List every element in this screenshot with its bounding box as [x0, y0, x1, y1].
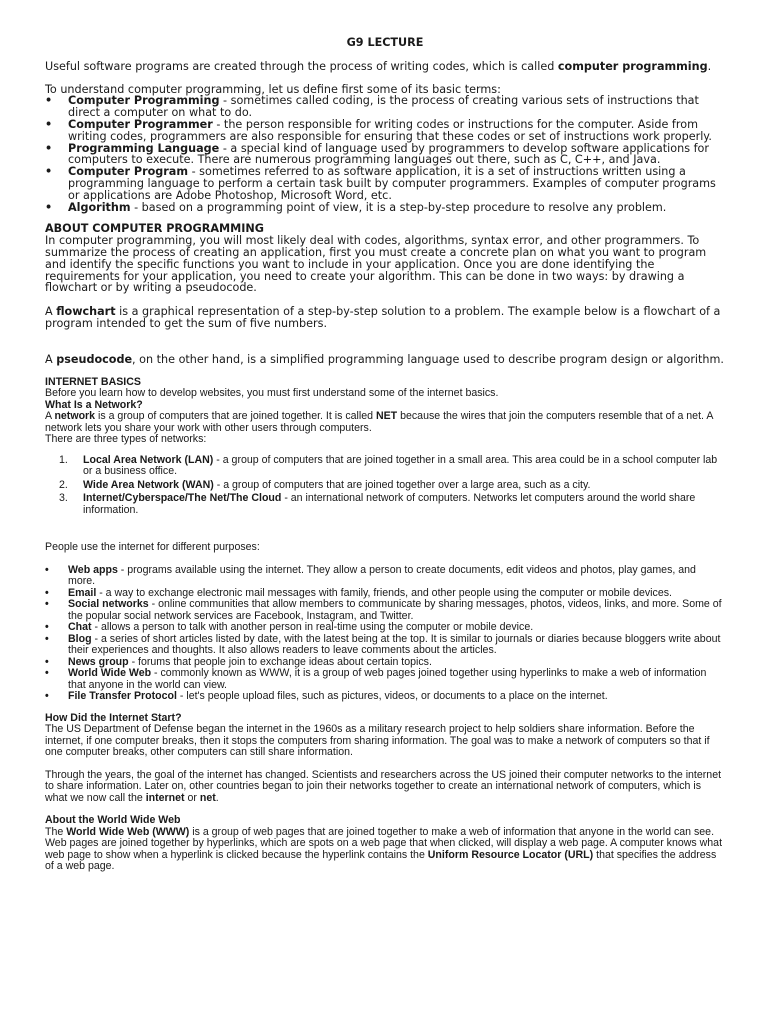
- list-item: • File Transfer Protocol - let's people upload files, such as pictures, videos, or documents to a place on the internet.: [45, 691, 725, 703]
- start-paragraph-2: Through the years, the goal of the internet has changed. Scientists and researchers across the US joined their computer networks to the internet to share information. Later on, other countries began to join their networks together to create an international network of computers, which is what we now call the internet or net.: [45, 768, 722, 804]
- start-paragraph-1: The US Department of Defense began the internet in the 1960s as a military research project to help soldiers share information. Before the internet, if one computer breaks, then it stops the computers from sharing information. The goal was to make a network of computers so that if one computer breaks, other computers can still share information.: [45, 723, 710, 759]
- network-heading: What Is a Network?: [45, 398, 143, 411]
- list-item: • Blog - a series of short articles listed by date, with the latest being at the top. It is similar to journals or diaries because bloggers write about their experiences and thoughts. It also allows readers to leave comments about the articles.: [45, 634, 725, 657]
- www-heading: About the World Wide Web: [45, 814, 181, 827]
- internet-intro: Before you learn how to develop websites, you must first understand some of the internet basics.: [45, 387, 499, 400]
- list-item: • World Wide Web - commonly known as WWW, it is a group of web pages joined together using hyperlinks to make a web of information that anyone in the world can view.: [45, 668, 725, 691]
- network-definition: A network is a group of computers that are joined together. It is called NET because the wires that join the computers resemble that of a net. A network lets you share your work with other users through computers.: [45, 410, 713, 434]
- network-types-list: [45, 455, 725, 517]
- page-title: G9 LECTURE: [346, 36, 424, 49]
- flowchart-paragraph: A flowchart is a graphical representation of a step-by-step solution to a problem. The example below is a flowchart of a program intended to get the sum of five numbers.: [45, 305, 721, 330]
- list-item: • News group - forums that people join to exchange ideas about certain topics.: [45, 657, 725, 669]
- list-item: • Social networks - online communities that allow members to communicate by sharing messages, photos, videos, links, and more. Some of the popular social network services are Facebook, Instagram, and Twitter.: [45, 599, 725, 622]
- list-item: • Computer Programming - sometimes called coding, is the process of creating various sets of instructions that direct a computer on what to do.: [45, 95, 725, 119]
- document-page: [45, 37, 725, 873]
- terms-list: [45, 95, 725, 213]
- list-item: • Computer Programmer - the person responsible for writing codes or instructions for the computer. Aside from writing codes, programmers are also responsible for ensuring that these codes or set of instructions work properly.: [45, 119, 725, 143]
- intro-paragraph: Useful software programs are created through the process of writing codes, which is called computer programming.: [45, 59, 712, 73]
- about-heading: ABOUT COMPUTER PROGRAMMING: [45, 222, 264, 236]
- list-item: 3. Internet/Cyberspace/The Net/The Cloud - an international network of computers. Networks let computers around the world share information.: [59, 492, 696, 516]
- list-item: 1. Local Area Network (LAN) - a group of computers that are joined together in a small area. This area could be in a school computer lab or a business office.: [59, 453, 718, 478]
- terms-intro: To understand computer programming, let us define first some of its basic terms:: [45, 82, 501, 96]
- intro-term: computer programming: [557, 59, 708, 73]
- pseudocode-paragraph: A pseudocode, on the other hand, is a simplified programming language used to describe program design or algorithm.: [45, 352, 724, 366]
- list-item: • Algorithm - based on a programming point of view, it is a step-by-step procedure to resolve any problem.: [45, 202, 725, 214]
- network-types-intro: There are three types of networks:: [45, 433, 207, 446]
- list-item: • Programming Language - a special kind of language used by programmers to develop software applications for computers to execute. There are numerous programming languages out there, such as C, C++, and Java.: [45, 143, 725, 167]
- list-item: • Email - a way to exchange electronic mail messages with family, friends, and other people using the computer or mobile devices.: [45, 588, 725, 600]
- list-item: • Computer Program - sometimes referred to as software application, it is a set of instructions written using a programming language to perform a certain task built by computer programmers. Examples of computer programs or applications are Adobe Photoshop, Microsoft Word, etc.: [45, 166, 725, 201]
- list-item: • Web apps - programs available using the internet. They allow a person to create documents, edit videos and photos, play games, and more.: [45, 565, 725, 588]
- list-item: 2. Wide Area Network (WAN) - a group of computers that are joined together over a large area, such as a city.: [59, 478, 591, 491]
- internet-heading: INTERNET BASICS: [45, 375, 141, 388]
- www-paragraph: The World Wide Web (WWW) is a group of web pages that are joined together to make a web of information that anyone in the world can see. Web pages are joined together by hyperlinks, which are spots on a web page that when clicked, will display a web page. A computer knows what web page to show when a hyperlink is clicked because the hyperlink contains the Uniform Resource Locator (URL) that specifies the address of a web page.: [45, 825, 723, 873]
- start-heading: How Did the Internet Start?: [45, 711, 182, 724]
- purposes-list: [45, 565, 725, 703]
- purposes-intro: People use the internet for different purposes:: [45, 541, 260, 554]
- list-item: • Chat - allows a person to talk with another person in real-time using the computer or mobile device.: [45, 622, 725, 634]
- about-paragraph: In computer programming, you will most likely deal with codes, algorithms, syntax error, and other programmers. To summarize the process of creating an application, first you must create a concrete plan on what you want to program and identify the specific functions you want to include in your application. Once you are done identifying the requirements for your application, you need to create your algorithm. This can be done in two ways: by drawing a flowchart or by writing a pseudocode.: [45, 234, 707, 295]
